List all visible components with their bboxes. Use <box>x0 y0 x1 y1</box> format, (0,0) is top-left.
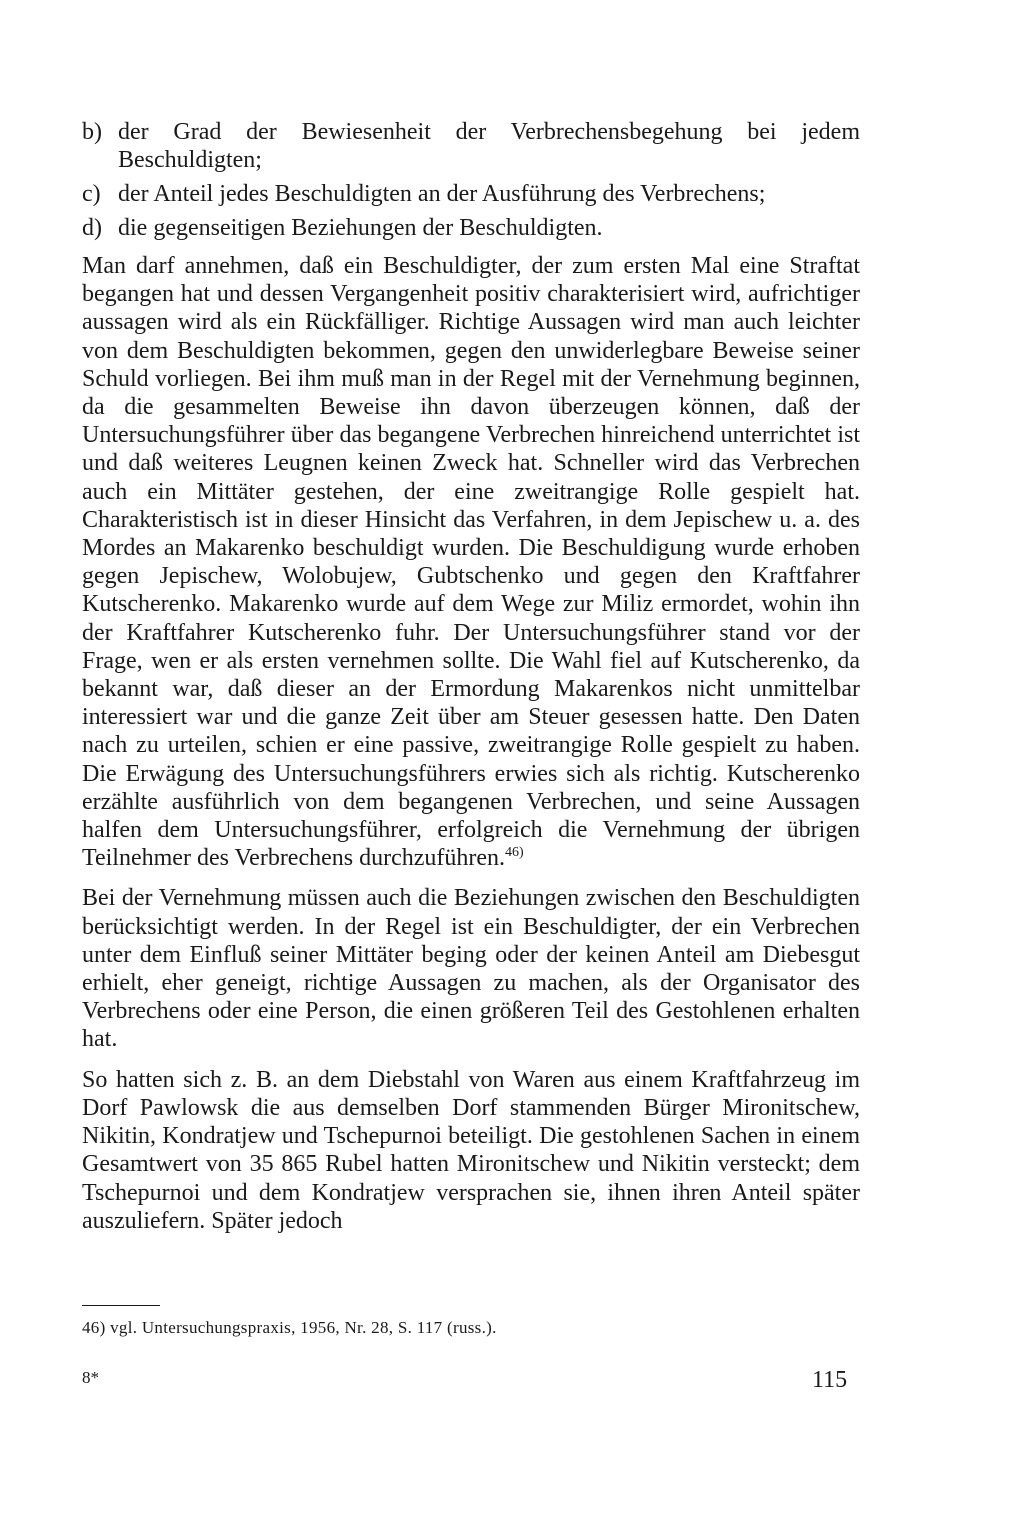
page-body <box>82 118 860 1247</box>
list-marker: d) <box>82 215 102 241</box>
page-number: 115 <box>812 1367 848 1393</box>
paragraph-text: Man darf annehmen, daß ein Beschuldigter, der zum ersten Mal eine Straftat begangen hat und dessen Vergangenheit positiv charakterisiert wird, aufrichtiger aussagen wird als ein Rückfälliger. Richtige Aussagen wird man auch leichter von dem Beschuldigten bekommen, gegen den unwiderlegbare Beweise seiner Schuld vorliegen. Bei ihm muß man in der Regel mit der Vernehmung beginnen, da die gesammelten Beweise ihn davon überzeugen können, daß der Untersuchungsführer über das begangene Verbrechen hinreichend unterrichtet ist und daß weiteres Leugnen keinen Zweck hat. Schneller wird das Verbrechen auch ein Mittäter gestehen, der eine zweitrangige Rolle gespielt hat. Charakteristisch ist in dieser Hinsicht das Verfahren, in dem Jepischew u. a. des Mordes an Makarenko beschuldigt wurden. Die Beschuldigung wurde erhoben gegen Jepischew, Wolobujew, Gubtschenko und gegen den Kraftfahrer Kutscherenko. Makarenko wurde auf dem Wege zur Miliz ermordet, wohin ihn der Kraftfahrer Kutscherenko fuhr. Der Untersuchungsführer stand vor der Frage, wen er als ersten vernehmen sollte. Die Wahl fiel auf Kutscherenko, da bekannt war, daß dieser an der Ermordung Makarenkos nicht unmittelbar interessiert war und die ganze Zeit über am Steuer gesessen hatte. Den Daten nach zu urteilen, schien er eine passive, zweitrangige Rolle gespielt zu haben. Die Erwägung des Untersuchungsführers erwies sich als richtig. Kutscherenko erzählte ausführlich von dem begangenen Verbrechen, und seine Aussagen halfen dem Untersuchungsführer, erfolgreich die Vernehmung der übrigen Teilnehmer des Verbrechens durchzuführen. <box>82 253 860 872</box>
paragraph: So hatten sich z. B. an dem Diebstahl von Waren aus einem Kraftfahrzeug im Dorf Pawlowsk die aus demselben Dorf stammenden Bürger Mironitschew, Nikitin, Kondratjew und Tschepurnoi beteiligt. Die gestohlenen Sachen in einem Gesamtwert von 35 865 Rubel hatten Mironitschew und Nikitin versteckt; dem Tschepurnoi und dem Kondratjew versprachen sie, ihnen ihren Anteil später auszuliefern. Später jedoch <box>82 1066 860 1234</box>
printer-signature-mark: 8* <box>82 1368 99 1387</box>
list-item <box>82 118 860 174</box>
enumerated-list <box>82 118 860 242</box>
list-item-text: die gegenseitigen Beziehungen der Beschuldigten. <box>118 215 603 241</box>
list-item <box>82 180 860 208</box>
footnote-reference[interactable]: 46) <box>505 845 524 861</box>
list-marker: b) <box>82 119 102 145</box>
paragraph: Bei der Vernehmung müssen auch die Beziehungen zwischen den Beschuldigten berücksichtigt werden. In der Regel ist ein Beschuldigter, der ein Verbrechen unter dem Einfluß seiner Mittäter beging oder der keinen Anteil am Diebesgut erhielt, eher geneigt, richtige Aussagen zu machen, als der Organisator des Verbrechens oder eine Person, die einen größeren Teil des Gestohlenen erhalten hat. <box>82 885 860 1053</box>
paragraph <box>82 252 860 872</box>
footnote: 46) vgl. Untersuchungspraxis, 1956, Nr. 28, S. 117 (russ.). <box>82 1318 497 1337</box>
list-item <box>82 214 860 242</box>
list-item-text: der Anteil jedes Beschuldigten an der Ausführung des Verbrechens; <box>118 181 766 207</box>
list-marker: c) <box>82 181 101 207</box>
list-item-text: der Grad der Bewiesenheit der Verbrechensbegehung bei jedem Beschuldigten; <box>118 119 860 173</box>
footnote-divider <box>82 1305 160 1306</box>
